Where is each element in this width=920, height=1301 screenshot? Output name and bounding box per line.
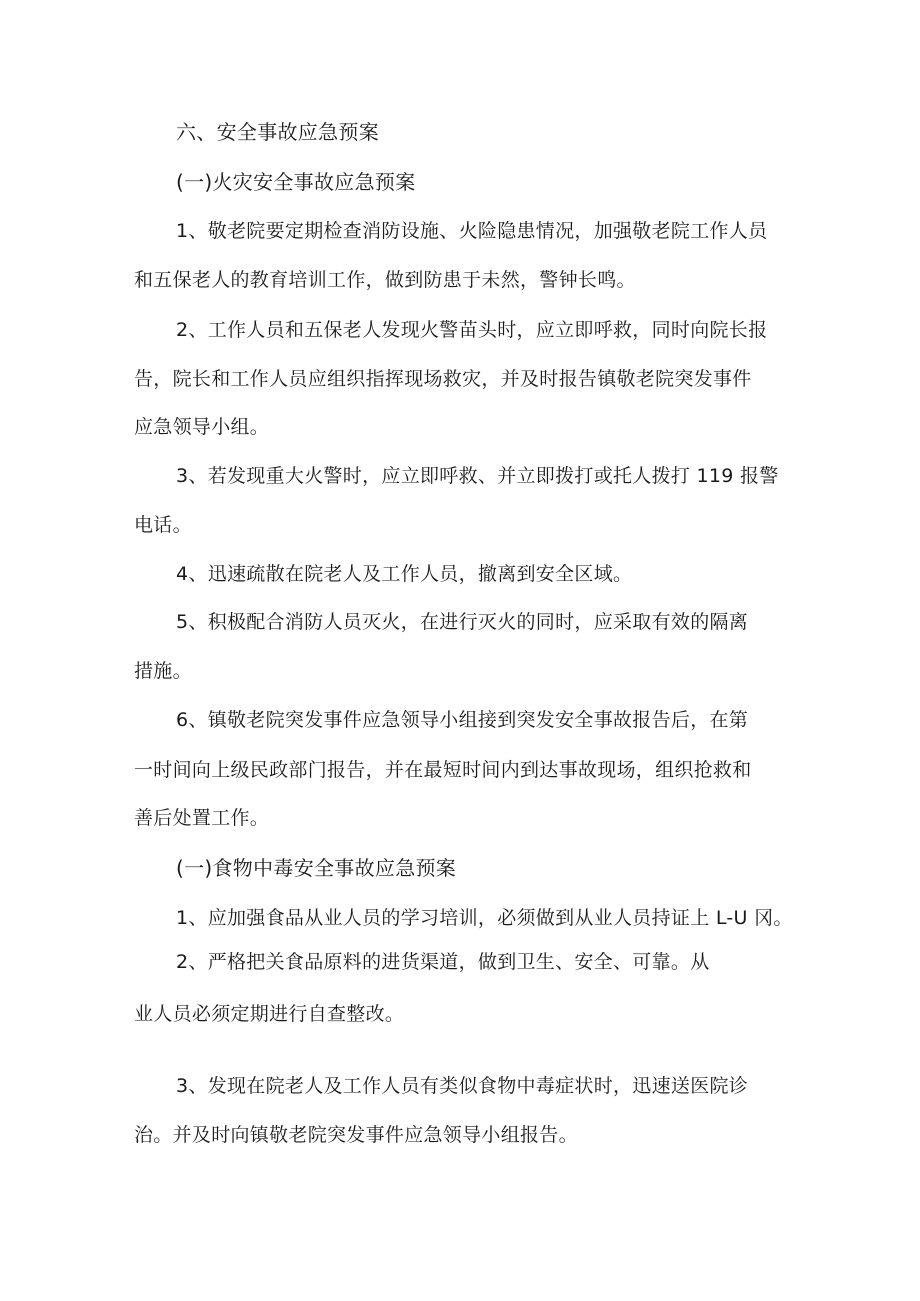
paragraph-line: 措施。 [134, 660, 192, 682]
paragraph-line: 3、若发现重大火警时，应立即呼救、并立即拨打或托人拨打 119 报警 [176, 465, 779, 487]
section-heading: 六、安全事故应急预案 [176, 120, 379, 144]
paragraph-line: 电话。 [134, 514, 192, 536]
paragraph-line: 和五保老人的教育培训工作，做到防患于未然，警钟长鸣。 [134, 269, 636, 291]
paragraph-line: 4、迅速疏散在院老人及工作人员，撤离到安全区域。 [176, 563, 633, 585]
paragraph-line: 善后处置工作。 [134, 807, 270, 829]
paragraph-line: 6、镇敬老院突发事件应急领导小组接到突发安全事故报告后，在第 [176, 709, 749, 731]
paragraph-line: 业人员必须定期进行自查整改。 [134, 1003, 405, 1025]
paragraph-line: 5、积极配合消防人员灭火，在进行灭火的同时，应采取有效的隔离 [176, 611, 749, 633]
paragraph-line: 一时间向上级民政部门报告，并在最短时间内到达事故现场，组织抢救和 [134, 759, 752, 781]
paragraph-line: 2、工作人员和五保老人发现火警苗头时，应立即呼救，同时向院长报 [176, 319, 768, 341]
paragraph-line: 应急领导小组。 [134, 416, 270, 438]
paragraph-line: 3、发现在院老人及工作人员有类似食物中毒症状时，迅速送医院诊 [176, 1075, 749, 1097]
subsection-heading-food: (一)食物中毒安全事故应急预案 [176, 856, 457, 880]
subsection-heading-fire: (一)火灾安全事故应急预案 [176, 170, 416, 194]
paragraph-line: 2、严格把关食品原料的进货渠道，做到卫生、安全、可靠。从 [176, 951, 710, 973]
paragraph-line: 告，院长和工作人员应组织指挥现场救灾，并及时报告镇敬老院突发事件 [134, 368, 752, 390]
paragraph-line: 1、敬老院要定期检查消防设施、火险隐患情况，加强敬老院工作人员 [176, 220, 768, 242]
paragraph-line: 治。并及时向镇敬老院突发事件应急领导小组报告。 [134, 1124, 578, 1146]
paragraph-line: 1、应加强食品从业人员的学习培训，必须做到从业人员持证上 L-U 冈。 [176, 907, 793, 929]
